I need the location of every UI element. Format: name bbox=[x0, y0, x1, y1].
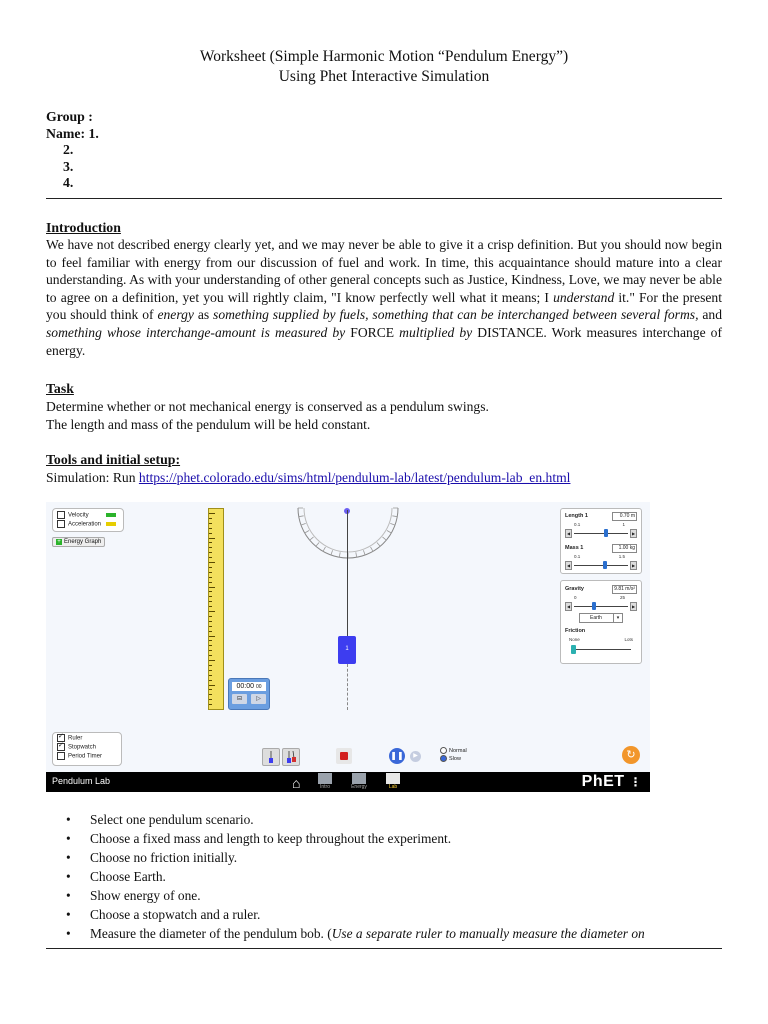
intro-thumbnail bbox=[318, 773, 332, 784]
list-item: • Show energy of one. bbox=[46, 886, 726, 905]
ruler-tick bbox=[209, 694, 212, 695]
ruler-tick bbox=[209, 616, 212, 617]
list-item: • Select one pendulum scenario. bbox=[46, 810, 726, 829]
protractor-tick bbox=[377, 542, 380, 546]
gravity-slider-thumb[interactable] bbox=[592, 602, 596, 610]
ruler-tick bbox=[209, 587, 215, 588]
one-pendulum-icon bbox=[263, 749, 279, 765]
speed-slow-option[interactable] bbox=[440, 755, 467, 763]
worksheet-title: Worksheet (Simple Harmonic Motion “Pendulum Energy”) bbox=[199, 48, 569, 65]
ruler-tick bbox=[209, 582, 212, 583]
friction-slider-track[interactable] bbox=[571, 649, 631, 650]
acceleration-checkbox[interactable] bbox=[57, 520, 65, 528]
gravity-friction-panel bbox=[560, 580, 642, 664]
length-mass-panel bbox=[560, 508, 642, 574]
phet-logo-text: PhET bbox=[581, 773, 625, 790]
ruler-tick bbox=[209, 562, 215, 563]
ruler-tick bbox=[209, 577, 212, 578]
gravity-increment-button[interactable]: ▶ bbox=[631, 604, 636, 609]
gravity-slider-track[interactable] bbox=[574, 606, 628, 607]
lab-thumbnail bbox=[386, 773, 400, 784]
acceleration-option[interactable] bbox=[57, 520, 119, 529]
intro-label: Intro bbox=[319, 784, 330, 790]
task-heading: Task bbox=[46, 381, 74, 396]
friction-min: None bbox=[569, 637, 580, 642]
protractor-tick bbox=[387, 531, 391, 534]
mass-max: 1.5 bbox=[618, 554, 625, 559]
member-4: 4. bbox=[63, 175, 74, 190]
intro-text-distance: DISTANCE. Work measures interchange of energy. bbox=[46, 324, 722, 358]
vectors-panel bbox=[52, 508, 124, 532]
ruler-tick bbox=[209, 572, 212, 573]
tools-heading: Tools and initial setup: bbox=[46, 452, 181, 467]
ruler-tick bbox=[209, 538, 215, 539]
screen-tab-intro[interactable] bbox=[314, 773, 336, 791]
ruler-tick bbox=[209, 626, 212, 627]
ruler-tick bbox=[209, 655, 212, 656]
length-label: Length 1 bbox=[565, 513, 588, 519]
name-label: Name: 1. bbox=[46, 125, 99, 141]
ruler-tick bbox=[209, 547, 212, 548]
protractor-tick bbox=[339, 552, 340, 557]
ruler[interactable] bbox=[208, 508, 224, 710]
ruler-tick bbox=[209, 645, 212, 646]
menu-icon[interactable]: ⋮ bbox=[629, 775, 642, 789]
mass-slider-track[interactable] bbox=[574, 565, 628, 566]
length-slider-thumb[interactable] bbox=[604, 529, 608, 537]
intro-text-force: FORCE bbox=[345, 324, 400, 340]
speed-slow-radio[interactable] bbox=[440, 755, 447, 762]
gravity-label: Gravity bbox=[565, 586, 584, 592]
friction-slider-thumb[interactable] bbox=[571, 645, 576, 654]
friction-label: Friction bbox=[565, 628, 586, 634]
record-button[interactable] bbox=[336, 748, 352, 764]
acceleration-label: Acceleration bbox=[68, 521, 102, 528]
lab-label: Lab bbox=[388, 784, 398, 790]
mass-label: Mass 1 bbox=[565, 545, 584, 551]
group-block bbox=[46, 109, 99, 192]
sim-stage bbox=[46, 502, 650, 772]
chevron-down-icon: ▾ bbox=[613, 614, 622, 622]
protractor-tick bbox=[316, 542, 319, 546]
stopwatch-ms: 00 bbox=[255, 684, 262, 690]
introduction-paragraph bbox=[46, 236, 722, 359]
worksheet-subtitle: Using Phet Interactive Simulation bbox=[278, 68, 490, 85]
protractor-tick bbox=[390, 523, 395, 525]
task-line-2: The length and mass of the pendulum will be held constant. bbox=[46, 417, 371, 432]
protractor-tick bbox=[371, 547, 374, 551]
protractor-tick bbox=[382, 537, 386, 540]
gravity-value[interactable]: 9.81 m/s² bbox=[612, 585, 637, 594]
list-item: • Choose a stopwatch and a ruler. bbox=[46, 905, 726, 924]
intro-text-4: and bbox=[698, 307, 722, 323]
stopwatch-option[interactable] bbox=[57, 743, 125, 752]
planet-select[interactable] bbox=[579, 613, 623, 623]
intro-text-1: We have not described energy clearly yet, and we may never be able to give it a crisp definition. But you should now begin to feel familiar with energy from our discussion of fuel and work. In time, this acquaintance should mature into a clear understanding. As with your understanding of other general concepts such as Justice, Kindness, Love, we may never be able to agree on a definition, yet you will rightly claim, "I know perfectly well what it means; I bbox=[46, 237, 722, 305]
ruler-tick bbox=[209, 640, 212, 641]
energy-thumbnail bbox=[352, 773, 366, 784]
energy-label: Energy bbox=[351, 784, 367, 790]
friction-max: Lots bbox=[624, 637, 633, 642]
mass-decrement-button[interactable]: ◀ bbox=[566, 563, 571, 568]
period-timer-checkbox[interactable] bbox=[57, 752, 65, 760]
ruler-tick bbox=[209, 542, 212, 543]
ruler-tick bbox=[209, 533, 212, 534]
energy-graph-button[interactable] bbox=[52, 537, 105, 547]
pause-button[interactable]: ❚❚ bbox=[389, 748, 405, 764]
protractor-tick bbox=[392, 516, 397, 517]
intro-text-3: as bbox=[193, 307, 214, 323]
pendulum-lab-simulation bbox=[46, 502, 650, 792]
stopwatch-time: 00:00 bbox=[236, 683, 254, 690]
tools-panel bbox=[52, 732, 122, 766]
navigation-bar bbox=[46, 772, 650, 792]
reset-all-button[interactable] bbox=[622, 746, 640, 764]
ruler-tick bbox=[209, 660, 215, 661]
ruler-tick bbox=[209, 567, 212, 568]
home-icon[interactable]: ⌂ bbox=[292, 775, 301, 791]
ruler-tick bbox=[209, 552, 212, 553]
ruler-tick bbox=[209, 631, 212, 632]
stopwatch-reset-button[interactable]: ⊟ bbox=[232, 694, 247, 704]
length-increment-button[interactable]: ▶ bbox=[631, 531, 636, 536]
ruler-tick bbox=[209, 513, 215, 514]
ruler-tick bbox=[209, 611, 215, 612]
protractor-tick bbox=[305, 531, 309, 534]
plus-icon: + bbox=[57, 539, 61, 545]
ruler-tick bbox=[209, 689, 212, 690]
ruler-tick bbox=[209, 528, 212, 529]
last-step-text: Measure the diameter of the pendulum bob. ( bbox=[90, 926, 332, 941]
list-item: • Choose no friction initially. bbox=[46, 848, 726, 867]
length-decrement-button[interactable]: ◀ bbox=[566, 531, 571, 536]
planet-value: Earth bbox=[590, 615, 602, 621]
pendulum-rod bbox=[347, 510, 348, 638]
speed-normal-option[interactable] bbox=[440, 747, 467, 755]
stopwatch[interactable] bbox=[228, 678, 270, 710]
gravity-decrement-button[interactable]: ◀ bbox=[566, 604, 571, 609]
member-3: 3. bbox=[63, 158, 74, 174]
intro-emph-fuels: something supplied by fuels, something that can be interchanged between several forms, bbox=[213, 307, 699, 323]
gravity-max: 25 bbox=[619, 595, 625, 600]
ruler-tick bbox=[209, 670, 212, 671]
speed-selector bbox=[440, 747, 467, 763]
divider bbox=[46, 198, 722, 199]
period-timer-option[interactable] bbox=[57, 752, 125, 761]
ruler-tick bbox=[209, 685, 215, 686]
ruler-label: Ruler bbox=[68, 735, 83, 742]
ruler-tick bbox=[209, 621, 212, 622]
simulation-link[interactable]: https://phet.colorado.edu/sims/html/pendulum-lab/latest/pendulum-lab_en.html bbox=[138, 470, 571, 485]
stopwatch-label: Stopwatch bbox=[68, 744, 97, 751]
ruler-tick bbox=[209, 650, 212, 651]
phet-logo[interactable] bbox=[582, 773, 642, 791]
stopwatch-checkbox[interactable] bbox=[57, 743, 65, 751]
protractor bbox=[296, 506, 400, 562]
screen-tab-lab[interactable] bbox=[382, 773, 404, 791]
ruler-tick bbox=[209, 606, 212, 607]
protractor-tick bbox=[323, 547, 326, 551]
length-min: 0.1 bbox=[574, 522, 581, 527]
ruler-tick bbox=[209, 591, 212, 592]
mass-min: 0.1 bbox=[574, 554, 581, 559]
stopwatch-play-button[interactable]: ▷ bbox=[251, 694, 266, 704]
velocity-label: Velocity bbox=[68, 512, 89, 519]
ruler-tick bbox=[209, 636, 215, 637]
pendulum-bob[interactable] bbox=[338, 636, 356, 664]
ruler-tick bbox=[209, 699, 212, 700]
period-timer-label: Period Timer bbox=[68, 753, 103, 760]
ruler-tick bbox=[209, 596, 212, 597]
step-button[interactable]: ▶ bbox=[410, 751, 421, 762]
intro-emph-interchange: something whose interchange-amount is measured by bbox=[46, 324, 346, 340]
ruler-tick bbox=[209, 601, 212, 602]
mass-value[interactable]: 1.00 kg bbox=[612, 544, 637, 553]
speed-normal-label: Normal bbox=[449, 748, 467, 754]
intro-emph-understand: understand bbox=[553, 289, 615, 305]
mass-slider-thumb[interactable] bbox=[603, 561, 607, 569]
setup-steps-list bbox=[46, 810, 726, 943]
list-item bbox=[46, 924, 726, 943]
ruler-tick bbox=[209, 675, 212, 676]
last-step-italic: Use a separate ruler to manually measure the diameter on bbox=[331, 926, 645, 941]
ruler-tick bbox=[209, 523, 212, 524]
mass-increment-button[interactable]: ▶ bbox=[631, 563, 636, 568]
ruler-option[interactable] bbox=[57, 734, 125, 743]
equilibrium-line bbox=[347, 664, 348, 710]
screen-tab-energy[interactable] bbox=[348, 773, 370, 791]
protractor-tick bbox=[310, 537, 314, 540]
velocity-option[interactable] bbox=[57, 511, 119, 520]
protractor-tick bbox=[299, 516, 304, 517]
speed-slow-label: Slow bbox=[449, 756, 461, 762]
velocity-checkbox[interactable] bbox=[57, 511, 65, 519]
protractor-tick bbox=[301, 523, 306, 525]
protractor-tick bbox=[363, 550, 365, 555]
list-item: • Choose a fixed mass and length to keep throughout the experiment. bbox=[46, 829, 726, 848]
bottom-divider bbox=[46, 948, 722, 949]
energy-graph-label: Energy Graph bbox=[64, 539, 102, 545]
sim-app-name: Pendulum Lab bbox=[52, 776, 111, 786]
ruler-tick bbox=[209, 557, 212, 558]
two-pendulums-icon bbox=[283, 749, 299, 765]
ruler-tick bbox=[209, 518, 212, 519]
protractor-tick bbox=[356, 552, 357, 557]
introduction-heading: Introduction bbox=[46, 220, 121, 235]
list-item: • Choose Earth. bbox=[46, 867, 726, 886]
task-line-1: Determine whether or not mechanical energy is conserved as a pendulum swings. bbox=[46, 399, 489, 414]
reset-icon: ↻ bbox=[626, 749, 636, 761]
group-label: Group : bbox=[46, 109, 93, 124]
simulation-line bbox=[46, 469, 570, 487]
intro-text-2: it." For the present you should think of bbox=[46, 289, 722, 323]
length-value[interactable]: 0.70 m bbox=[612, 512, 637, 521]
ruler-tick bbox=[209, 704, 212, 705]
two-pendulums-button[interactable] bbox=[282, 748, 300, 766]
velocity-arrow-icon bbox=[106, 513, 116, 517]
length-max: 1 bbox=[622, 522, 625, 527]
stopwatch-display bbox=[232, 682, 266, 691]
acceleration-arrow-icon bbox=[106, 522, 116, 526]
bob-number: 1 bbox=[345, 646, 349, 652]
intro-emph-energy: energy bbox=[157, 307, 194, 323]
one-pendulum-button[interactable] bbox=[262, 748, 280, 766]
intro-emph-multiplied: multiplied by bbox=[399, 324, 473, 340]
ruler-tick bbox=[209, 665, 212, 666]
length-slider-track[interactable] bbox=[574, 533, 628, 534]
speed-normal-radio[interactable] bbox=[440, 747, 447, 754]
ruler-tick bbox=[209, 680, 212, 681]
gravity-min: 0 bbox=[574, 595, 577, 600]
member-2: 2. bbox=[63, 142, 74, 157]
protractor-tick bbox=[331, 550, 333, 555]
simulation-label: Simulation: Run bbox=[46, 470, 139, 485]
